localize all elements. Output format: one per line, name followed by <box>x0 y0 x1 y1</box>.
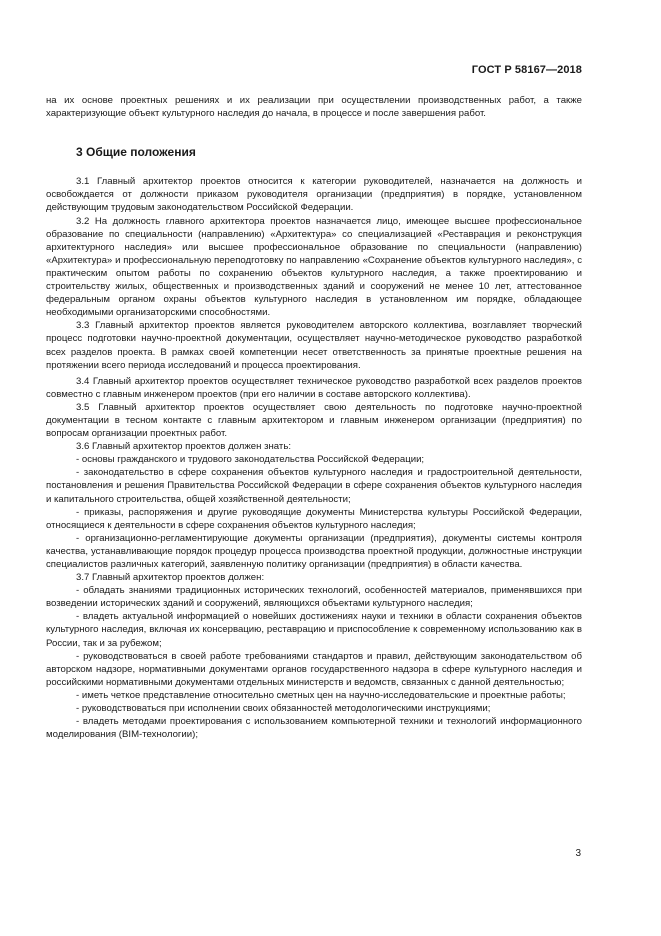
list-item: - иметь четкое представление относительно сметных цен на научно-исследовательские и проектные работы; <box>76 689 566 701</box>
clause-3-4: 3.4 Главный архитектор проектов осуществляет техническое руководство разработкой всех разделов проектов совместно с главным инженером проектов (при его наличии в составе авторского коллектива). <box>46 375 582 400</box>
list-item: - владеть актуальной информацией о новейших достижениях науки и техники в области сохранения объектов культурного наследия, включая их консервацию, реставрацию и приспособление к современному использованию как в России, так и за рубежом; <box>46 611 582 649</box>
list-item: - приказы, распоряжения и другие руководящие документы Министерства культуры Российской Федерации, относящиеся к деятельности в сфере сохранения объектов культурного наследия; <box>46 506 582 531</box>
list-item: - руководствоваться при исполнении своих обязанностей методологическими инструкциями; <box>76 703 491 715</box>
list-item: - организационно-регламентирующие документы организации (предприятия), документы системы контроля качества, устанавливающие порядок процедур процесса производства проектной продукции, должностные инструкции специалистов различных категорий, заявленную политику организации (предприятия) в области качества. <box>46 532 582 570</box>
clause-3-3: 3.3 Главный архитектор проектов является руководителем авторского коллектива, возглавляет творческий процесс подготовки научно-проектной документации, осуществляет научно-методическое руководство разработкой всех разделов проекта. В рамках своей компетенции несет ответственность за принятые проектные решения на протяжении всего периода исследований и процесса проектирования. <box>46 320 582 371</box>
clause-3-5: 3.5 Главный архитектор проектов осуществляет свою деятельность по подготовке научно-проектной документации в тесном контакте с главным архитектором и главным инженером организации (предприятия) по вопросам организации проектных работ. <box>46 401 582 440</box>
clause-3-2: 3.2 На должность главного архитектора проектов назначается лицо, имеющее высшее профессиональное образование по специальности (направлению) «Архитектура» со специализацией «Реставрация и реконструкция архитектурного наследия» или высшее профессиональное образование по специальности (направлению) «Архитектура» и профессиональную переподготовку по направлению «Сохранение объектов культурного наследия», с практическим опытом работы по сохранению объектов культурного наследия, а также проектированию и строительству жилых, общественных и производственных зданий и сооружений не менее 10 лет, аттестованное федеральным органом охраны объектов культурного наследия в установленном им порядке, обладающее необходимыми организаторскими способностями. <box>46 215 582 319</box>
list-item: - владеть методами проектирования с использованием компьютерной техники и технологий информационного моделирования (BIM-технологии); <box>46 716 582 741</box>
standard-code-header: ГОСТ Р 58167—2018 <box>471 64 582 76</box>
list-item: - основы гражданского и трудового законодательства Российской Федерации; <box>76 454 425 466</box>
page-number: 3 <box>575 848 581 859</box>
clause-3-7-lead: 3.7 Главный архитектор проектов должен: <box>76 572 265 584</box>
list-item: - руководствоваться в своей работе требованиями стандартов и правил, действующим законодательством об авторском надзоре, нормативными документами органов государственного надзора в сфере культурного наследия и российскими нормативными документами отдельных министерств и ведомств, связанных с данной деятельностью; <box>46 650 582 688</box>
list-item: - законодательство в сфере сохранения объектов культурного наследия и градостроительной деятельности, постановления и решения Правительства Российской Федерации в сфере сохранения объектов культурного наследия и капитального строительства, общей хозяйственной деятельности; <box>46 467 582 505</box>
clause-3-1: 3.1 Главный архитектор проектов относится к категории руководителей, назначается на должность и освобождается от должности приказом руководителя организации (предприятия) в порядке, установленном действующим трудовым законодательством Российской Федерации. <box>46 176 582 214</box>
section-heading: 3 Общие положения <box>76 145 196 160</box>
document-body <box>46 94 582 741</box>
intro-paragraph: на их основе проектных решениях и их реализации при осуществлении производственных работ, а также характеризующие объект культурного наследия до начала, в процессе и после завершения работ. <box>46 95 582 120</box>
clause-3-6-lead: 3.6 Главный архитектор проектов должен знать: <box>76 441 291 453</box>
list-item: - обладать знаниями традиционных исторических технологий, особенностей материалов, применявшихся при возведении исторических зданий и сооружений, являющихся объектами культурного наследия; <box>46 585 582 610</box>
